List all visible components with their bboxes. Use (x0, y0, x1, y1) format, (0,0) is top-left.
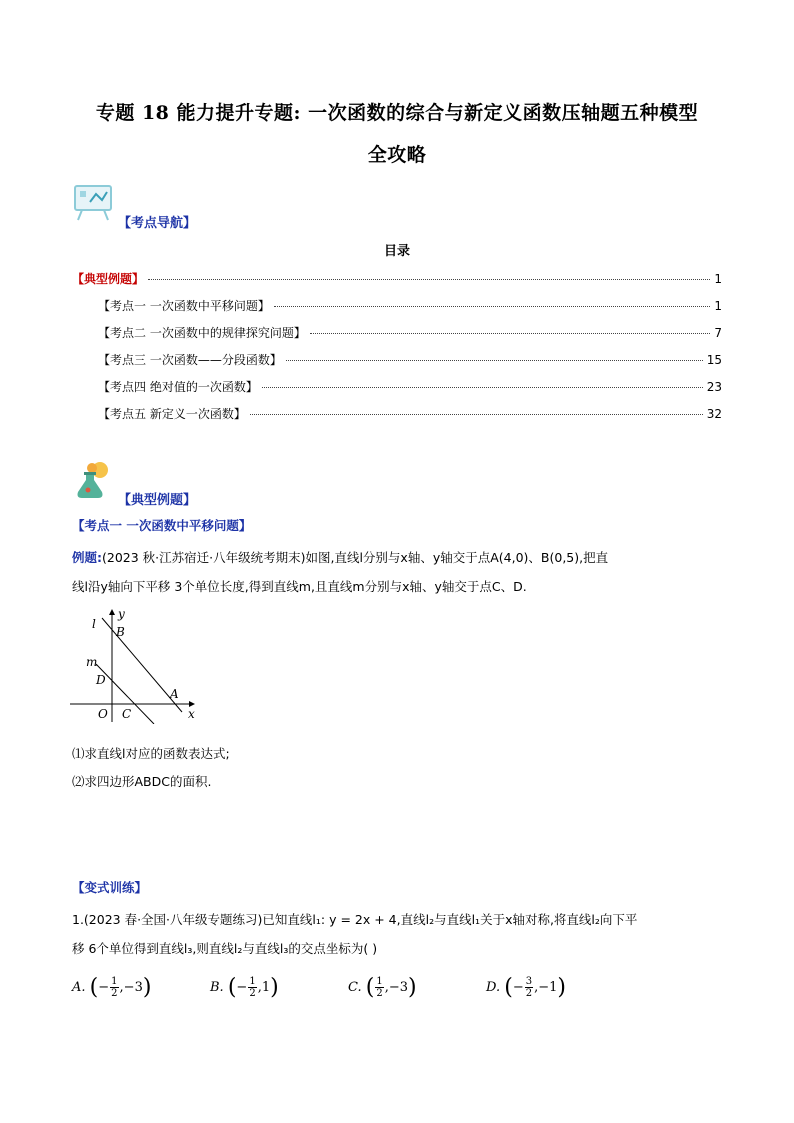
toc-item[interactable] (98, 351, 722, 369)
toc-item-page: 15 (706, 353, 722, 367)
option-letter: C. (348, 980, 362, 995)
toc-item[interactable] (98, 297, 722, 315)
nav-section-label: 【考点导航】 (118, 216, 197, 231)
page-title-line2: 全攻略 (367, 144, 427, 166)
toc-item-label: 【考点一 一次函数中平移问题】 (98, 299, 270, 313)
label-B: B (116, 625, 125, 639)
practice-line1: 1.(2023 春·全国·八年级专题练习)已知直线l₁: y = 2x + 4,直线l₂与直线l₁关于x轴对称,将直线l₂向下平 (72, 912, 638, 927)
label-x: x (188, 707, 195, 721)
example-text-1: (2023 秋·江苏宿迁·八年级统考期末)如图,直线l分别与x轴、y轴交于点A(4,0)、B(0,5),把直 (102, 550, 609, 565)
question-2: ⑵求四边形ABDC的面积. (72, 774, 212, 789)
toc-item-page: 1 (714, 272, 722, 286)
toc-item-label: 【考点五 新定义一次函数】 (98, 407, 246, 421)
toc-item-label: 【考点三 一次函数——分段函数】 (98, 353, 282, 367)
practice-line2: 移 6个单位得到直线l₃,则直线l₂与直线l₃的交点坐标为( ) (72, 941, 378, 956)
option-rest: ,1 (257, 980, 271, 995)
label-D: D (96, 673, 106, 687)
option-a[interactable]: A. (− $\frac{1}{2}$ ,−3) (72, 975, 152, 1000)
option-rest: ,−1 (534, 980, 558, 995)
option-sign: − (236, 980, 248, 995)
option-rest: ,−3 (384, 980, 409, 995)
toc-leader (250, 414, 703, 415)
toc-leader (310, 333, 711, 334)
toc-item-label: 【典型例题】 (72, 272, 145, 286)
question-1: ⑴求直线l对应的函数表达式; (72, 746, 230, 761)
option-numerator: 3 (525, 976, 533, 987)
toc-item[interactable] (72, 270, 722, 288)
topic1-heading: 【考点一 一次函数中平移问题】 (72, 518, 252, 533)
toc-item-page: 7 (714, 326, 722, 340)
toc-leader (148, 279, 710, 280)
option-numerator: 1 (111, 976, 118, 987)
toc-item[interactable] (98, 324, 722, 342)
toc-heading: 目录 (383, 244, 410, 259)
coordinate-figure (66, 606, 206, 724)
example-prefix: 例题: (72, 550, 102, 565)
option-numerator: 1 (249, 976, 256, 987)
label-y: y (118, 607, 125, 621)
label-m: m (86, 655, 98, 669)
label-C: C (122, 707, 132, 721)
toc-item-page: 32 (706, 407, 722, 421)
label-A: A (170, 687, 179, 701)
toc-leader (262, 387, 703, 388)
example-line1 (72, 544, 608, 572)
flask-icon (72, 460, 116, 502)
option-d[interactable]: D. (− $\frac{3}{2}$ ,−1) (486, 975, 566, 1000)
practice-heading: 【变式训练】 (72, 880, 148, 895)
option-denominator: 2 (111, 988, 118, 999)
option-c[interactable]: C. ( $\frac{1}{2}$ ,−3) (348, 975, 417, 1000)
toc-item[interactable] (98, 378, 722, 396)
option-sign: − (98, 980, 110, 995)
example-line2: 线l沿y轴向下平移 3个单位长度,得到直线m,且直线m分别与x轴、y轴交于点C、D. (72, 579, 527, 594)
option-denominator: 2 (249, 988, 256, 999)
toc-item-page: 1 (714, 299, 722, 313)
label-O: O (98, 707, 108, 721)
toc-leader (286, 360, 703, 361)
toc-item-page: 23 (706, 380, 722, 394)
page-title-line1: 专题 18 能力提升专题: 一次函数的综合与新定义函数压轴题五种模型 (95, 102, 699, 124)
examples-section-label: 【典型例题】 (118, 493, 197, 508)
option-b[interactable]: B. (− $\frac{1}{2}$ ,1) (210, 975, 279, 1000)
option-denominator: 2 (376, 988, 383, 999)
whiteboard-icon (72, 182, 116, 222)
option-numerator: 1 (376, 976, 383, 987)
option-denominator: 2 (525, 988, 533, 999)
label-l: l (92, 617, 96, 631)
option-letter: D. (486, 980, 501, 995)
toc-item[interactable] (98, 405, 722, 423)
option-rest: ,−3 (119, 980, 143, 995)
toc-item-label: 【考点四 绝对值的一次函数】 (98, 380, 258, 394)
option-letter: B. (210, 980, 224, 995)
toc-leader (274, 306, 711, 307)
toc-item-label: 【考点二 一次函数中的规律探究问题】 (98, 326, 306, 340)
option-letter: A. (72, 980, 86, 995)
option-sign: − (512, 980, 524, 995)
